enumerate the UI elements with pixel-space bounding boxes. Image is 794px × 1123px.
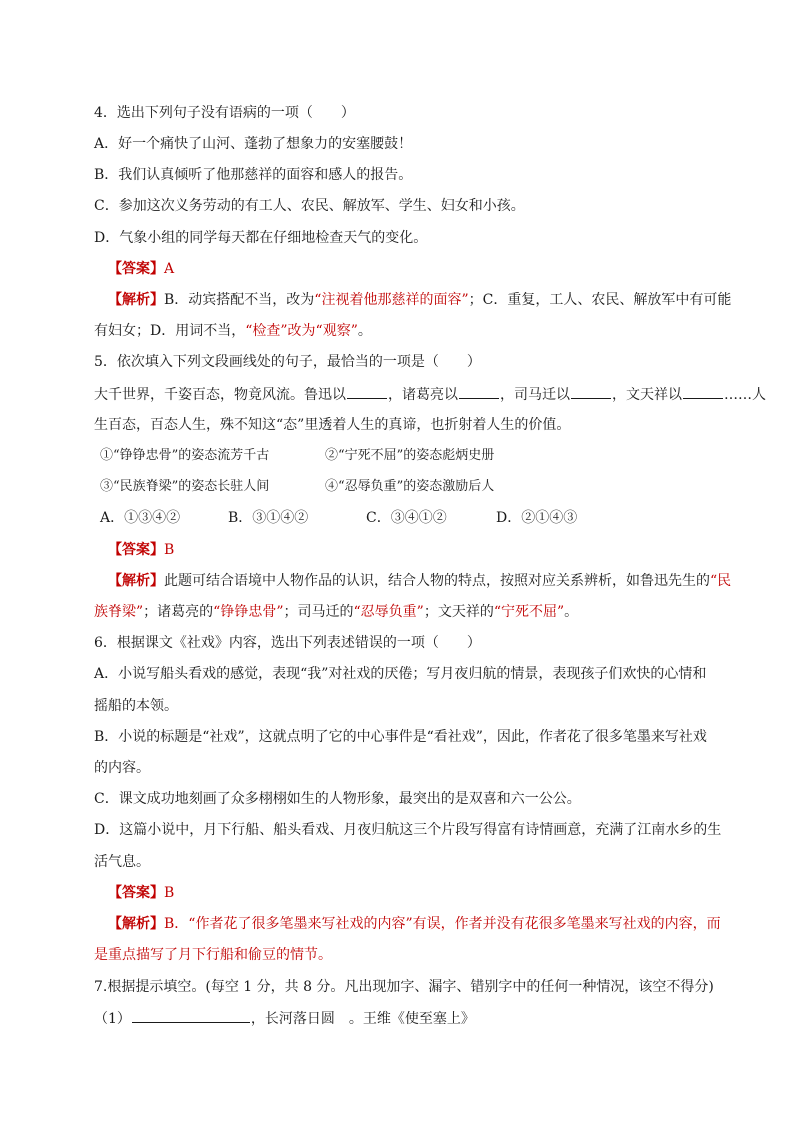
fill-blank: [571, 384, 611, 399]
passage-text: 大千世界，千姿百态，物竟风流。鲁迅以: [94, 387, 346, 403]
analysis-quote: “铮铮忠骨”: [213, 604, 284, 620]
q4-option-c: C．参加这次义务劳动的有工人、农民、解放军、学生、妇女和小孩。: [94, 198, 525, 214]
q5-item-3: ③“民族脊梁”的姿态长驻人间: [100, 479, 270, 494]
analysis-quote: “注视着他那慈祥的面容”: [314, 292, 469, 308]
fill-blank: [132, 1008, 250, 1023]
answer-value: B: [164, 542, 175, 558]
q6-analysis-line1: [108, 914, 721, 934]
q4-analysis-line1: [108, 290, 731, 310]
analysis-text: B．动宾搭配不当，改为: [164, 292, 315, 308]
analysis-tag: 【解析】: [108, 292, 164, 308]
passage-text: ，司马迁以: [500, 387, 570, 403]
q6-analysis-line2: 是重点描写了月下行船和偷豆的情节。: [94, 947, 332, 963]
q5-item-2: ②“宁死不屈”的姿态彪炳史册: [325, 448, 495, 463]
q5-option-a: A．①③④②: [100, 510, 181, 526]
analysis-text: ；司马迁的: [283, 604, 354, 620]
answer-value: B: [164, 885, 175, 901]
analysis-text: 此题可结合语境中人物作品的认识，结合人物的特点，按照对应关系辨析，如鲁迅先生的: [164, 573, 710, 589]
q5-item-4: ④“忍辱负重”的姿态激励后人: [325, 479, 495, 494]
analysis-text: 。: [564, 604, 579, 620]
answer-tag: 【答案】: [108, 885, 164, 901]
fill-blank: [459, 384, 499, 399]
q4-option-a: A．好一个痛快了山河、蓬勃了想象力的安塞腰鼓！: [94, 136, 413, 152]
q6-option-a-line1: A．小说写船头看戏的感觉，表现“我”对社戏的厌倦；写月夜归航的情景，表现孩子们欢快的心情和: [94, 666, 707, 682]
q7-stem: 7.根据提示填空。(每空 1 分，共 8 分。凡出现加字、漏字、错别字中的任何一种情况，该空不得分): [94, 979, 714, 995]
q4-analysis-line2: [94, 321, 372, 341]
q4-answer: [108, 259, 174, 279]
q5-stem: 5．依次填入下列文段画线处的句子，最恰当的一项是（ ）: [94, 354, 481, 370]
q6-option-d-line1: D．这篇小说中，月下行船、船头看戏、月夜归航这三个片段写得富有诗情画意，充满了江南水乡的生: [94, 822, 722, 838]
q7-item-1: [94, 1008, 475, 1029]
q5-analysis-line2: [94, 602, 578, 622]
q5-analysis-line1: [108, 571, 731, 591]
analysis-text: B．“作者花了很多笔墨来写社戏的内容”有误，作者并没有花很多笔墨来写社戏的内容，而: [164, 916, 721, 932]
q5-answer: [108, 540, 174, 560]
q4-option-b: B．我们认真倾听了他那慈祥的面容和感人的报告。: [94, 167, 413, 183]
q6-answer: [108, 883, 174, 903]
item-text: ，长河落日圆 。王维《使至塞上》: [250, 1011, 475, 1027]
analysis-tag: 【解析】: [108, 916, 164, 932]
q6-option-d-line2: 活气息。: [94, 854, 150, 870]
analysis-quote: “宁死不屈”: [493, 604, 565, 620]
q4-stem: 4．选出下列句子没有语病的一项（ ）: [94, 105, 355, 121]
passage-text: ，诸葛亮以: [388, 387, 458, 403]
analysis-text: ；C．重复，工人、农民、解放军中有可能: [468, 292, 732, 308]
analysis-text: ；诸葛亮的: [143, 604, 214, 620]
analysis-quote: “检查”改为“观察”: [245, 323, 358, 339]
q5-passage-line2: 生百态，百态人生，殊不知这“态”里透着人生的真谛，也折射着人生的价值。: [94, 417, 571, 433]
item-number: （1）: [94, 1011, 131, 1027]
analysis-quote: “忍辱负重”: [353, 604, 424, 620]
analysis-quote: “民: [710, 573, 732, 589]
q5-option-d: D．②①④③: [496, 510, 578, 526]
analysis-text: 有妇女；D．用词不当，: [94, 323, 246, 339]
q6-stem: 6．根据课文《社戏》内容，选出下列表述错误的一项（ ）: [94, 635, 481, 651]
q6-option-b-line1: B．小说的标题是“社戏”，这就点明了它的中心事件是“看社戏”，因此，作者花了很多笔墨来写社戏: [94, 729, 707, 745]
analysis-tag: 【解析】: [108, 573, 164, 589]
answer-tag: 【答案】: [108, 261, 164, 277]
q5-option-b: B．③①④②: [228, 510, 309, 526]
analysis-text: ；文天祥的: [423, 604, 494, 620]
fill-blank: [683, 384, 723, 399]
analysis-text: 。: [357, 323, 372, 339]
passage-text: ……人: [724, 387, 766, 403]
q5-passage-line1: [94, 384, 766, 405]
passage-text: ，文天祥以: [612, 387, 682, 403]
q4-option-d: D．气象小组的同学每天都在仔细地检查天气的变化。: [94, 230, 428, 246]
q6-option-a-line2: 摇船的本领。: [94, 698, 178, 714]
q5-option-c: C．③④①②: [366, 510, 447, 526]
fill-blank: [347, 384, 387, 399]
q5-item-1: ①“铮铮忠骨”的姿态流芳千古: [100, 448, 270, 463]
q6-option-c: C．课文成功地刻画了众多栩栩如生的人物形象，最突出的是双喜和六一公公。: [94, 791, 581, 807]
q6-option-b-line2: 的内容。: [94, 760, 150, 776]
analysis-quote: 族脊梁”: [94, 604, 144, 620]
answer-tag: 【答案】: [108, 542, 164, 558]
answer-value: A: [164, 261, 175, 277]
